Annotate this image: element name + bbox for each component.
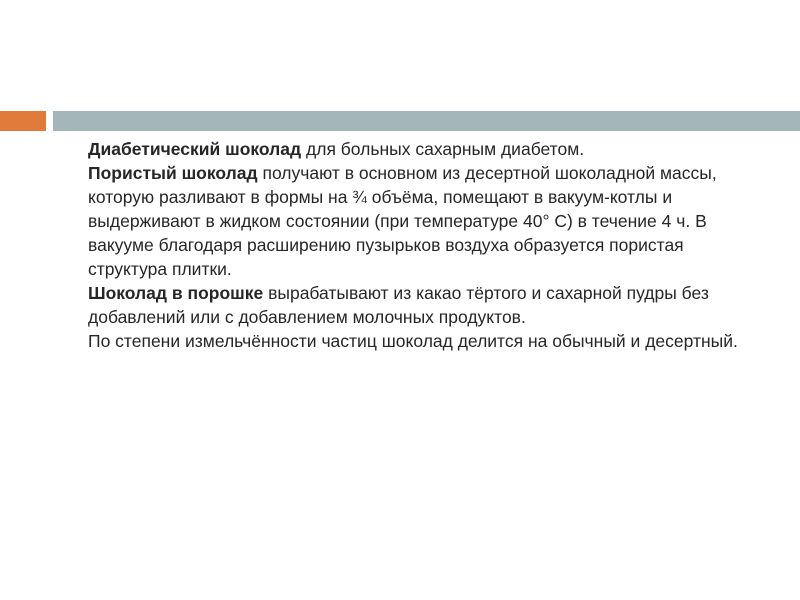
paragraph-porous-chocolate [88, 161, 748, 281]
slide-body-text [88, 137, 748, 353]
accent-block [0, 111, 46, 131]
paragraph-grinding-degree [88, 329, 748, 353]
paragraph-text: По степени измельчённости частиц шоколад делится на обычный и десертный. [88, 331, 738, 351]
paragraph-term: Диабетический шоколад [88, 139, 302, 159]
paragraph-text: для больных сахарным диабетом. [301, 139, 585, 159]
paragraph-text: получают в основном из десертной шоколадной массы, которую разливают в формы на ¾ объёма, помещают в вакуум-котлы и выдерживают в жидком состоянии (при температуре 40° С) в течение 4 ч. В вакууме благодаря расширению пузырьков воздуха образуется пористая структура плитки. [88, 163, 717, 279]
paragraph-term: Шоколад в порошке [88, 283, 264, 303]
paragraph-powder-chocolate [88, 281, 748, 329]
paragraph-term: Пористый шоколад [88, 163, 258, 183]
header-rule-bar [53, 111, 800, 131]
paragraph-diabetic-chocolate [88, 137, 748, 161]
paragraph-text: вырабатывают из какао тёртого и сахарной пудры без добавлений или с добавлением молочных продуктов. [88, 283, 709, 327]
